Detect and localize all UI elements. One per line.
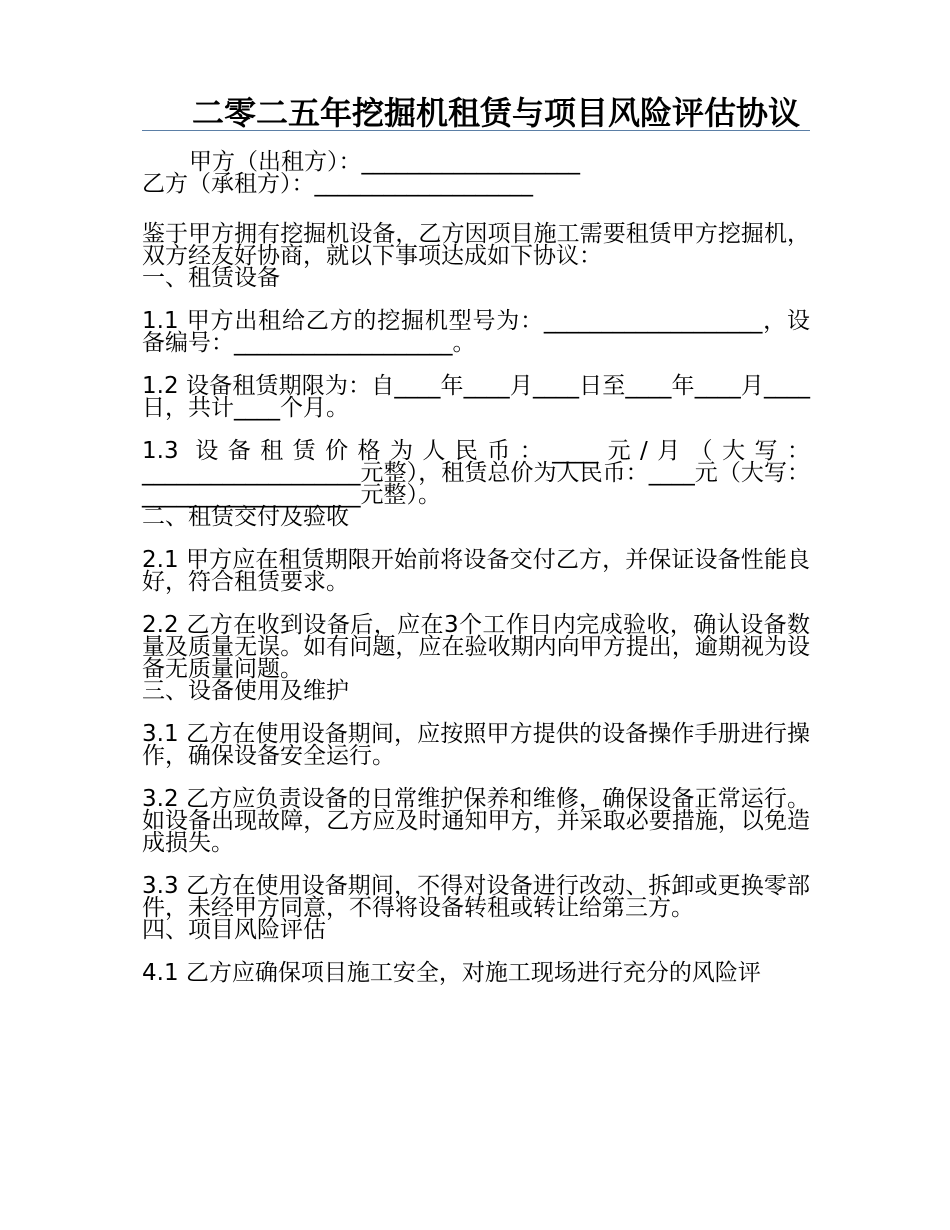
section-heading-4: 四、项目风险评估 [142, 917, 326, 943]
document-title: 二零二五年挖掘机租赁与项目风险评估协议 [191, 94, 800, 132]
section-heading-2: 二、租赁交付及验收 [142, 504, 349, 530]
clause-2-2: 2.2 乙方在收到设备后，应在3个工作日内完成验收，确认设备数量及质量无误。如有问题，应在验收期内向甲方提出，逾期视为设备无质量问题。 [142, 612, 810, 682]
clause-3-3: 3.3 乙方在使用设备期间，不得对设备进行改动、拆卸或更换零部件，未经甲方同意，不得将设备转租或转让给第三方。 [142, 873, 810, 921]
section-heading-1: 一、租赁设备 [142, 265, 280, 291]
clause-1-3: 1.3 设备租赁价格为人民币：____元/月（大写：___________________元整），租赁总价为人民币：____元（大写：___________________元整）。 [142, 438, 810, 508]
party-b-line: 乙方（承租方）：___________________ [142, 171, 533, 197]
document-page [142, 94, 810, 986]
clause-3-2: 3.2 乙方应负责设备的日常维护保养和维修，确保设备正常运行。如设备出现故障，乙方应及时通知甲方，并采取必要措施，以免造成损失。 [142, 786, 810, 856]
clause-1-2: 1.2 设备租赁期限为：自____年____月____日至____年____月____日，共计____个月。 [142, 373, 810, 421]
intro-paragraph: 鉴于甲方拥有挖掘机设备，乙方因项目施工需要租赁甲方挖掘机，双方经友好协商，就以下事项达成如下协议： [142, 221, 810, 269]
section-heading-3: 三、设备使用及维护 [142, 678, 349, 704]
clause-3-1: 3.1 乙方在使用设备期间，应按照甲方提供的设备操作手册进行操作，确保设备安全运行。 [142, 721, 810, 769]
clause-1-1: 1.1 甲方出租给乙方的挖掘机型号为：___________________，设备编号：___________________。 [142, 308, 810, 356]
clause-2-1: 2.1 甲方应在租赁期限开始前将设备交付乙方，并保证设备性能良好，符合租赁要求。 [142, 547, 810, 595]
clause-4-1: 4.1 乙方应确保项目施工安全，对施工现场进行充分的风险评 [142, 960, 761, 986]
party-a-line: 甲方（出租方）：___________________ [189, 149, 580, 175]
